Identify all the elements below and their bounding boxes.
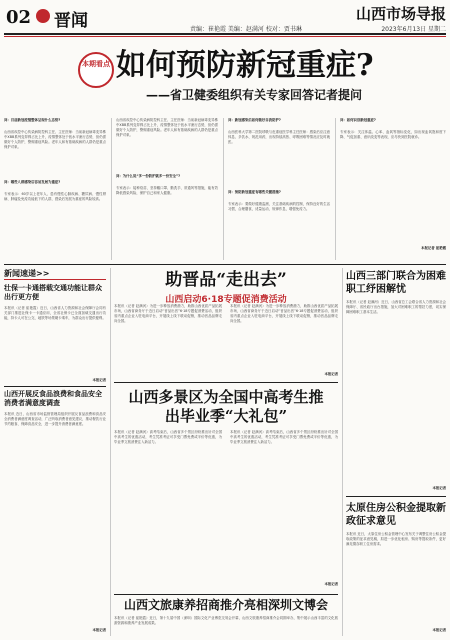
feature-header: [0, 44, 450, 114]
center-byline-2: 本报记者: [324, 582, 338, 586]
center-body-3: 本报讯（记者 崔艳霞）近日，第十九届中国（深圳）国际文化产业博览交易会开幕，山西文旅康养招商推介会同期举办，集中展示山西丰富的文化旅游资源和康养产业发展成果。: [114, 616, 338, 626]
center-headline-1: 助晋品“走出去”: [165, 270, 287, 290]
feature-subtitle: ——省卫健委组织有关专家回答记者提问: [146, 88, 363, 102]
news-item-2-headline: 山西开展反食品浪费和食品安全消费者满意度调查: [4, 390, 102, 407]
date-line: 2023年6月13日 星期二: [381, 26, 446, 33]
paper-name: 山西市场导报: [355, 5, 446, 23]
center-body-1-b: 本报讯（记者 赵满河）为进一步释放消费潜力，助推山西优质产品拓展市场，山西省商务厅于近日启动“晋品出晋”6·18专题促消费活动，组织省内重点企业入驻电商平台，开展线上线下联动促销，推动晋品品牌走向全国。: [230, 304, 338, 324]
answer-2: 山西医科大学第二医院呼吸与危重症医学科主任医师：感染后应注意休息、多饮水、规范用药，出现持续高热、呼吸困难等情况应及时就医。: [228, 130, 330, 145]
right-body-1: 本报讯（记者 赵满河）近日，山西省总工会联合省人力资源和社会保障厅、省民政厅出台措施，加大对困难职工的帮扶力度，切实保障困难职工基本生活。: [346, 300, 446, 315]
answer-5: 专家表示：要做好健康监测，关注基础疾病的控制，保持良好的生活习惯，合理膳食，适量运动，规律作息，增强免疫力。: [228, 202, 330, 212]
news-item-2-body: 本报讯 近日，山西省市场监督管理局组织开展反食品浪费和食品安全消费者满意度调查活动，广泛听取消费者意见建议，推动餐饮行业节约粮食、保障食品安全，进一步提升消费者满意度。: [4, 412, 106, 427]
center-subhead-1: 山西启动6·18专题促消费活动: [165, 295, 287, 305]
feature-divider-1: [111, 118, 112, 260]
right-byline-1: 本报记者: [432, 486, 446, 490]
answer-4: 专家表示：接种疫苗、坚持戴口罩、勤洗手、常通风等措施，能有效降低感染风险，保护自己和家人健康。: [116, 186, 218, 196]
center-rule-1: [114, 382, 338, 383]
question-1: 问：目前新冠疫情整体呈现什么态势?: [4, 118, 61, 122]
answer-2-lead: 山西省疾控中心传染病防控科主任、主任医师：当前新冠病毒变异株中XBB系列变异株占比上升，疫情整体处于低水平流行态势，但仍需做好个人防护，警惕重症风险。老年人和有基础疾病的人群仍是重点保护对象。: [116, 118, 218, 138]
right-body-2: 本报讯 近日，太原住房公积金管理中心发布关于调整住房公积金提取政策的征求意见稿，拟进一步优化租房、购房等提取条件，更好满足缴存职工住房需求。: [346, 532, 446, 547]
news-section-rule: [4, 279, 106, 280]
feature-byline: 本报记者 崔艳霞: [421, 246, 446, 250]
right-headline-1: 山西三部门联合为困难职工纾困解忧: [346, 271, 446, 295]
news-item-1-headline: 壮保一卡通搭载交通功能让群众出行更方便: [4, 284, 102, 301]
tagline-text: 本期看点: [82, 60, 110, 68]
right-section: [346, 270, 446, 636]
center-headline-3: 山西文旅康养招商推介亮相深圳文博会: [123, 598, 328, 612]
news-section-title: 新闻速递>>: [4, 269, 50, 278]
answer-3: 专家表示：60岁以上老年人、患有慢性心肺疾病、糖尿病、慢性肾病、肿瘤及免疫功能低下的人群，感染后发展为重症的风险较高。: [4, 192, 106, 202]
page-badge: [36, 9, 50, 23]
feature-col-1: [4, 118, 106, 260]
page-number: 02: [6, 7, 32, 28]
news-item-2-byline: 本报记者: [92, 628, 106, 632]
right-byline-2: 本报记者: [432, 628, 446, 632]
feature-divider-3: [335, 118, 336, 260]
question-6: 问：如何识别新冠重症?: [340, 118, 376, 122]
center-body-1-a: 本报讯（记者 赵满河）为进一步释放消费潜力，助推山西优质产品拓展市场，山西省商务厅于近日启动“晋品出晋”6·18专题促消费活动，组织省内重点企业入驻电商平台，开展线上线下联动促销，推动晋品品牌走向全国。: [114, 304, 222, 324]
right-rule: [346, 496, 446, 497]
feature-body: [4, 118, 446, 260]
feature-col-2: [116, 118, 218, 260]
answer-1: 山西省疾控中心传染病防控科主任、主任医师：当前新冠病毒变异株中XBB系列变异株占比上升，疫情整体处于低水平流行态势，但仍需做好个人防护，警惕重症风险。老年人和有基础疾病的人群仍是重点保护对象。: [4, 130, 106, 150]
news-item-divider: [4, 386, 106, 387]
answer-6: 专家表示：关注体温、心率、血氧等指标变化，如出现血氧饱和度下降、气促加重、意识改变等表现，应尽快到医院就诊。: [340, 130, 446, 140]
center-byline-1: 本报记者: [324, 372, 338, 376]
center-rule-2: [114, 594, 338, 595]
question-3: 问：哪些人群感染后容易发展为重症?: [4, 180, 61, 184]
masthead: [0, 0, 450, 50]
news-item-1-body: 本报讯（记者 崔艳霞）近日，山西省人力资源和社会保障厅会同有关部门推进社保卡一卡通应用，全省社保卡已全面加载交通出行功能，持卡人可在公交、地铁等场景刷卡乘车，为群众出行提供便利。: [4, 306, 106, 321]
masthead-rule-red: [4, 36, 446, 37]
center-headline-2: 山西多景区为全国中高考生推出毕业季“大礼包”: [128, 388, 324, 425]
question-2: 问：新冠感染后如何做好自我防护?: [228, 118, 281, 122]
right-divider: [342, 268, 343, 636]
tagline-badge: [71, 45, 122, 96]
feature-divider-2: [223, 118, 224, 260]
feature-col-4: [340, 118, 446, 260]
right-headline-2: 太原住房公积金提取新政征求意见: [346, 503, 446, 527]
center-section: [114, 270, 338, 636]
news-section: [4, 268, 106, 636]
feature-col-3: [228, 118, 330, 260]
masthead-rule: [4, 33, 446, 35]
question-5: 问：预防新冠重症有哪些关键措施?: [228, 190, 281, 194]
section-name: 晋闻: [54, 11, 88, 31]
center-body-2-a: 本报讯（记者 赵满河）高考结束后，山西省多个景区纷纷推出针对全国中高考生的优惠活动，考生凭准考证可享受门票免费或半价等优惠，为毕业季文旅消费注入新活力。: [114, 430, 222, 445]
staff-line: 责编：崔艳霞 美编：赵满河 校对：贾书琳: [190, 26, 302, 33]
news-item-1-byline: 本报记者: [92, 378, 106, 382]
question-4: 问：为什么说“多一份防护就多一份安全”?: [116, 174, 181, 178]
left-divider: [110, 268, 111, 636]
section-rule: [4, 264, 446, 265]
center-body-2-b: 本报讯（记者 赵满河）高考结束后，山西省多个景区纷纷推出针对全国中高考生的优惠活动，考生凭准考证可享受门票免费或半价等优惠，为毕业季文旅消费注入新活力。: [230, 430, 338, 445]
feature-title: 如何预防新冠重症?: [116, 48, 374, 83]
